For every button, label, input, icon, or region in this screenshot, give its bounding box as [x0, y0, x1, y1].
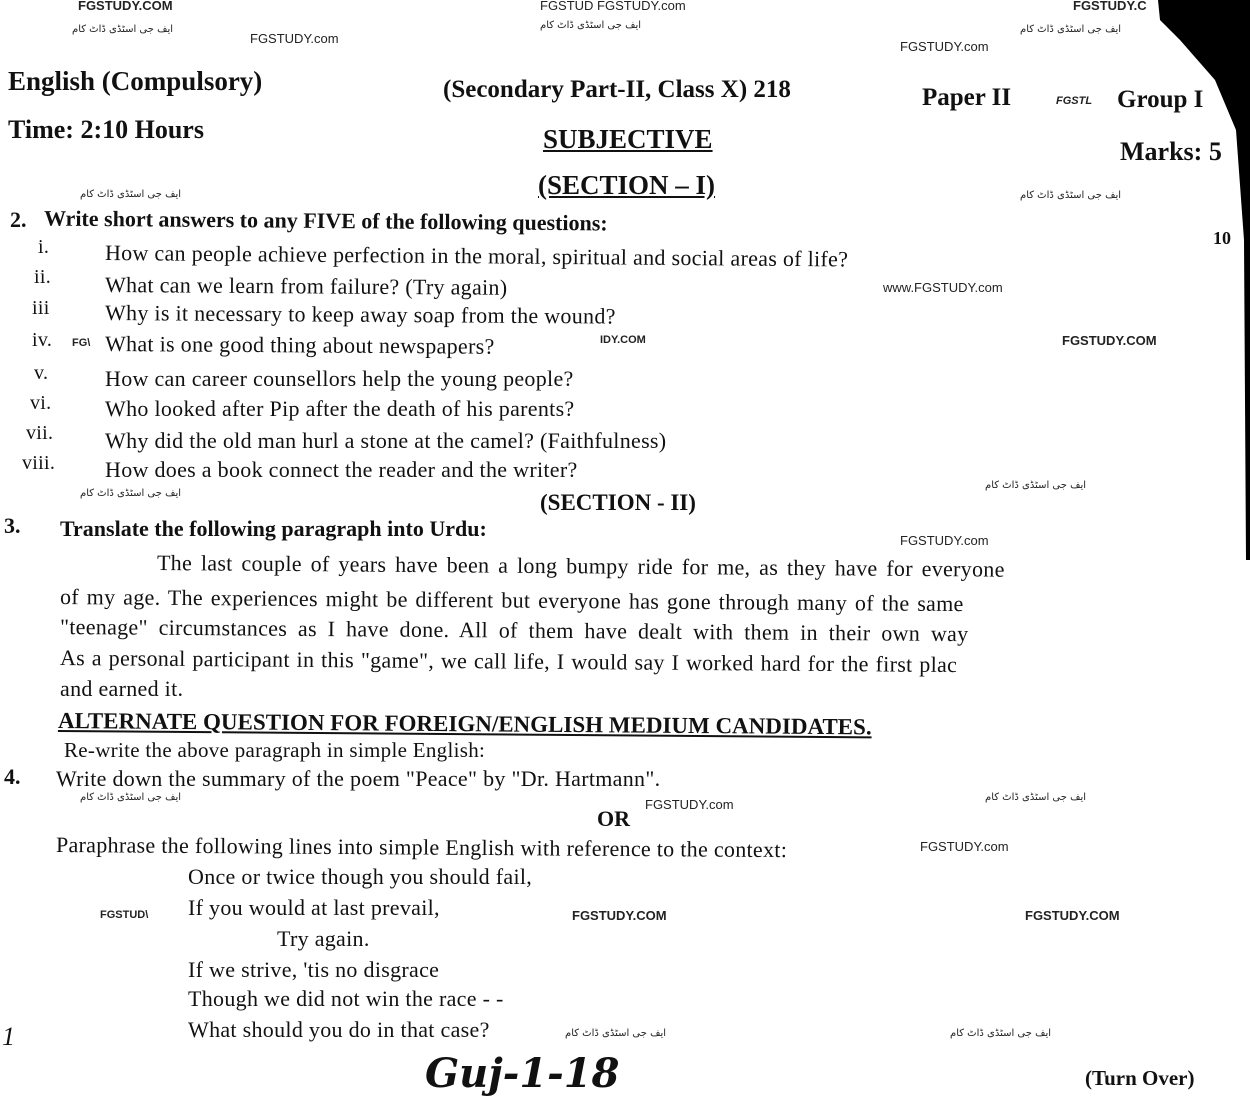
watermark: FGSTUD\: [100, 909, 149, 921]
q-number: vii.: [26, 422, 54, 444]
question-text: Why is it necessary to keep away soap from the wound?: [104, 300, 616, 329]
q-number: iv.: [32, 329, 53, 351]
poem-line: If you would at last prevail,: [188, 895, 440, 920]
alternate-question-prompt: Re-write the above paragraph in simple English:: [64, 738, 486, 762]
paragraph-line: of my age. The experiences might be different but everyone has gone through many of the same: [59, 584, 964, 617]
watermark-urdu: ایف جی اسٹڈی ڈاٹ کام: [80, 488, 182, 499]
watermark-urdu: ایف جی اسٹڈی ڈاٹ کام: [950, 1028, 1052, 1039]
poem-line: Though we did not win the race - -: [188, 986, 504, 1011]
q3-number: 3.: [4, 513, 21, 538]
paragraph-line: The last couple of years have been a long bumpy ride for me, as they have for everyone: [156, 550, 1005, 582]
watermark: FGSTUDY.com: [645, 797, 734, 812]
q3-prompt: Translate the following paragraph into Urdu:: [60, 516, 487, 541]
watermark-urdu: ایف جی اسٹڈی ڈاٹ کام: [1020, 24, 1122, 35]
watermark: FGSTUDY.COM: [1062, 333, 1157, 348]
paper-type: SUBJECTIVE: [543, 124, 713, 154]
watermark-urdu: ایف جی اسٹڈی ڈاٹ کام: [1020, 190, 1122, 201]
poem-line: Once or twice though you should fail,: [188, 864, 533, 889]
watermark: FGSTUD FGSTUDY.com: [540, 0, 686, 13]
poem-line: Try again.: [277, 926, 370, 951]
paper-number: Paper II: [922, 84, 1012, 111]
watermark-urdu: ایف جی اسٹڈی ڈاٹ کام: [985, 480, 1087, 491]
poem-line: What should you do in that case?: [188, 1017, 490, 1042]
question-text: How can people achieve perfection in the moral, spiritual and social areas of life?: [104, 240, 849, 272]
watermark: FGSTUDY.C: [1073, 0, 1147, 13]
subject-title: English (Compulsory): [8, 66, 263, 96]
turn-over-label: (Turn Over): [1085, 1066, 1195, 1090]
paper-group: Group I: [1117, 86, 1204, 113]
watermark-urdu: ایف جی اسٹڈی ڈاٹ کام: [565, 1028, 667, 1039]
q-number: v.: [34, 362, 49, 384]
question-text: How can career counsellors help the young people?: [105, 366, 574, 391]
watermark: FGSTL: [1056, 95, 1093, 107]
watermark-urdu: ایف جی اسٹڈی ڈاٹ کام: [72, 24, 174, 35]
watermark: FGSTUDY.COM: [572, 908, 667, 923]
q-number: iii: [32, 297, 50, 319]
watermark: FGSTUDY.com: [920, 839, 1009, 854]
watermark: FGSTUDY.com: [900, 39, 989, 54]
question-text: Why did the old man hurl a stone at the camel? (Faithfulness): [105, 428, 667, 453]
section-2-heading: (SECTION - II): [540, 490, 696, 515]
q2-marks: 10: [1213, 228, 1231, 248]
q4-number: 4.: [4, 764, 21, 789]
poem-line: If we strive, 'tis no disgrace: [188, 957, 440, 982]
paragraph-line: "teenage" circumstances as I have done. All of them have dealt with them in their own way: [59, 614, 969, 647]
paragraph-line: and earned it.: [60, 676, 184, 701]
scan-shadow: [1140, 0, 1250, 560]
watermark: FGSTUDY.COM: [78, 0, 173, 13]
total-marks: Marks: 5: [1120, 137, 1222, 166]
alternate-question-heading: ALTERNATE QUESTION FOR FOREIGN/ENGLISH MEDIUM CANDIDATES.: [57, 708, 872, 740]
paragraph-line: As a personal participant in this "game", we call life, I would say I worked hard for the first plac: [59, 645, 958, 678]
page-mark: 1: [2, 1022, 15, 1051]
q-number: vi.: [30, 392, 52, 414]
watermark: IDY.COM: [600, 334, 646, 346]
paper-level: (Secondary Part-II, Class X) 218: [443, 76, 791, 103]
watermark: FGSTUDY.com: [900, 533, 989, 548]
q-number: i.: [38, 236, 50, 258]
watermark: FGSTUDY.com: [250, 31, 339, 46]
watermark: FGSTUDY.COM: [1025, 908, 1120, 923]
watermark-urdu: ایف جی اسٹڈی ڈاٹ کام: [80, 792, 182, 803]
section-1-heading: (SECTION – I): [538, 170, 716, 200]
question-text: Who looked after Pip after the death of his parents?: [105, 396, 575, 421]
question-text: How does a book connect the reader and the writer?: [105, 457, 578, 482]
handwritten-code: Guj-1-18: [425, 1050, 620, 1097]
watermark: www.FGSTUDY.com: [883, 280, 1003, 295]
question-text: What can we learn from failure? (Try again): [104, 272, 508, 300]
or-divider: OR: [597, 806, 630, 831]
q2-prompt: Write short answers to any FIVE of the following questions:: [43, 205, 608, 236]
q-number: ii.: [34, 266, 52, 288]
q2-number: 2.: [10, 207, 27, 232]
q-number: viii.: [22, 452, 56, 474]
time-allowed: Time: 2:10 Hours: [8, 115, 204, 144]
paraphrase-prompt: Paraphrase the following lines into simple English with reference to the context:: [55, 832, 788, 863]
watermark-urdu: ایف جی اسٹڈی ڈاٹ کام: [540, 20, 642, 31]
q4-prompt: Write down the summary of the poem "Peace" by "Dr. Hartmann".: [56, 766, 661, 791]
watermark-urdu: ایف جی اسٹڈی ڈاٹ کام: [80, 189, 182, 200]
watermark-urdu: ایف جی اسٹڈی ڈاٹ کام: [985, 792, 1087, 803]
watermark: FG\: [72, 337, 91, 349]
question-text: What is one good thing about newspapers?: [104, 331, 495, 359]
